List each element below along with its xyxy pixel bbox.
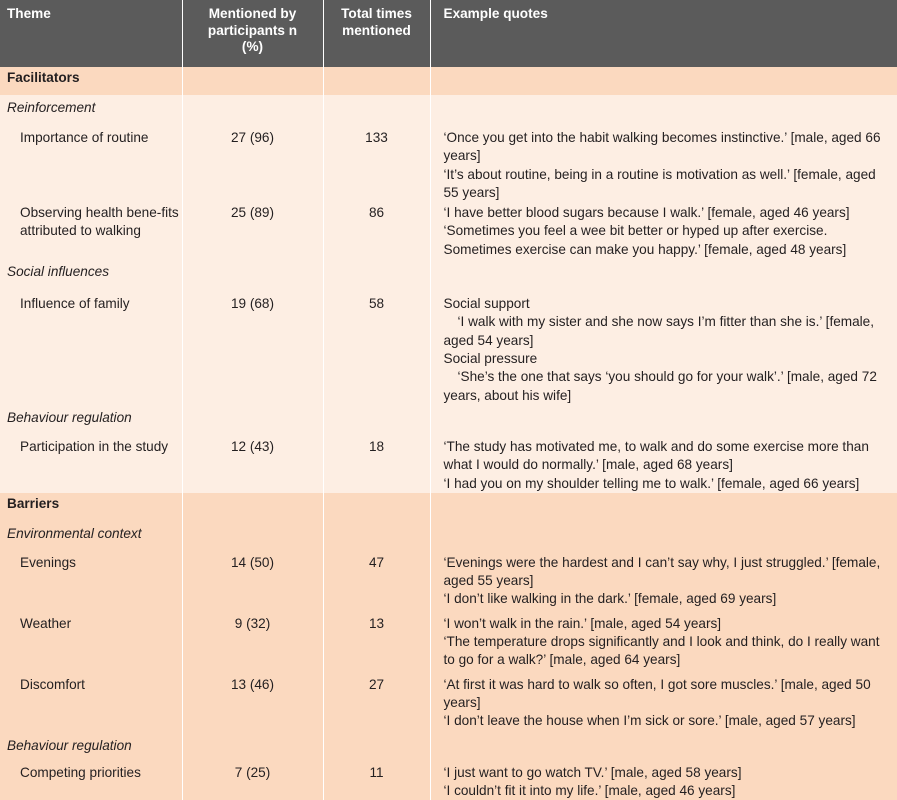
total-cell: 18: [323, 430, 430, 493]
total-cell: 58: [323, 284, 430, 405]
total-cell: 133: [323, 120, 430, 202]
mentioned-cell: 9 (32): [182, 609, 323, 670]
subgroup-label: Reinforcement: [0, 95, 182, 120]
theme-cell: Evenings: [0, 546, 182, 609]
header-theme: Theme: [0, 0, 182, 67]
table-row: [0, 202, 897, 259]
section-label: Barriers: [0, 493, 182, 521]
subgroup-label: Social influences: [0, 259, 182, 284]
mentioned-cell: 27 (96): [182, 120, 323, 202]
quote: ‘I don’t leave the house when I’m sick or sore.’ [male, aged 57 years]: [443, 713, 856, 729]
header-total: [323, 0, 430, 67]
quote: [444, 368, 892, 405]
subgroup-label: Behaviour regulation: [0, 405, 182, 430]
quote: ‘The temperature drops significantly and I look and think, do I really want to go for a walk?’ [male, aged 64 years]: [443, 634, 880, 668]
theme-cell: Weather: [0, 609, 182, 670]
total-cell: 13: [323, 609, 430, 670]
total-cell: 27: [323, 670, 430, 733]
quotes-cell: [430, 546, 897, 609]
theme-cell: Importance of routine: [0, 120, 182, 202]
mentioned-cell: 19 (68): [182, 284, 323, 405]
quote: ‘I had you on my shoulder telling me to walk.’ [female, aged 66 years]: [443, 475, 860, 491]
quote: ‘I have better blood sugars because I walk.’ [female, aged 46 years]: [443, 205, 850, 221]
mentioned-cell: 7 (25): [182, 758, 323, 800]
header-mentioned: [182, 0, 323, 67]
table-row: [0, 120, 897, 202]
table-row: [0, 546, 897, 609]
quote-text: ‘She’s the one that says ‘you should go for your walk’.’ [male, aged 72 years, about his wife]: [443, 369, 877, 403]
quote-text: ‘I walk with my sister and she now says I’m fitter than she is.’ [female, aged 54 years]: [443, 314, 875, 348]
quotes-cell: [430, 609, 897, 670]
mentioned-cell: 25 (89): [182, 202, 323, 259]
subgroup-row: [0, 95, 897, 120]
section-row-facilitators: [0, 67, 897, 95]
quote: ‘It’s about routine, being in a routine is motivation as well.’ [female, aged 55 years]: [443, 166, 876, 200]
quote: ‘Evenings were the hardest and I can’t say why, I just struggled.’ [female, aged 55 years]: [443, 554, 881, 589]
quotes-cell: [430, 202, 897, 259]
subgroup-row: [0, 733, 897, 758]
quote: ‘The study has motivated me, to walk and do some exercise more than what I would do normally.’ [male, aged 68 years]: [443, 438, 869, 473]
subgroup-label: Environmental context: [0, 521, 182, 546]
table-row: [0, 609, 897, 670]
quotes-cell: [430, 284, 897, 405]
subgroup-row: [0, 521, 897, 546]
quote-category: Social support: [443, 296, 530, 312]
quote: ‘Sometimes you feel a wee bit better or hyped up after exercise. Sometimes exercise can make you happy.’ [female, aged 48 years]: [443, 223, 847, 257]
subgroup-row: [0, 259, 897, 284]
total-cell: 11: [323, 758, 430, 800]
total-cell: 86: [323, 202, 430, 259]
theme-cell: Influence of family: [0, 284, 182, 405]
total-cell: 47: [323, 546, 430, 609]
quote-category: Social pressure: [443, 351, 538, 367]
header-row: [0, 0, 897, 67]
theme-cell: Observing health bene-fits attributed to walking: [0, 202, 182, 259]
quotes-cell: [430, 758, 897, 800]
quotes-cell: [430, 670, 897, 733]
subgroup-row: [0, 405, 897, 430]
section-label: Facilitators: [0, 67, 182, 95]
quotes-cell: [430, 120, 897, 202]
mentioned-cell: 14 (50): [182, 546, 323, 609]
quote: ‘I couldn’t fit it into my life.’ [male, aged 46 years]: [443, 782, 736, 798]
table-row: [0, 284, 897, 405]
theme-cell: Participation in the study: [0, 430, 182, 493]
quote: ‘I don’t like walking in the dark.’ [female, aged 69 years]: [443, 591, 777, 607]
quote: [444, 313, 892, 350]
quotes-cell: [430, 430, 897, 493]
quote: ‘Once you get into the habit walking becomes instinctive.’ [male, aged 66 years]: [443, 130, 881, 164]
table-row: [0, 430, 897, 493]
header-quotes: Example quotes: [430, 0, 897, 67]
quote: ‘At first it was hard to walk so often, I got sore muscles.’ [male, aged 50 years]: [443, 676, 871, 710]
quote: ‘I just want to go watch TV.’ [male, aged 58 years]: [443, 764, 742, 780]
mentioned-cell: 12 (43): [182, 430, 323, 493]
header-total-text: Total times mentioned: [341, 6, 412, 38]
header-mentioned-text: Mentioned by participants n (%): [207, 6, 298, 54]
mentioned-cell: 13 (46): [182, 670, 323, 733]
theme-cell: Competing priorities: [0, 758, 182, 800]
subgroup-label: Behaviour regulation: [0, 733, 182, 758]
table-row: [0, 670, 897, 733]
section-row-barriers: [0, 493, 897, 521]
table-row: [0, 758, 897, 800]
quote: ‘I won’t walk in the rain.’ [male, aged 54 years]: [443, 615, 722, 631]
theme-cell: Discomfort: [0, 670, 182, 733]
